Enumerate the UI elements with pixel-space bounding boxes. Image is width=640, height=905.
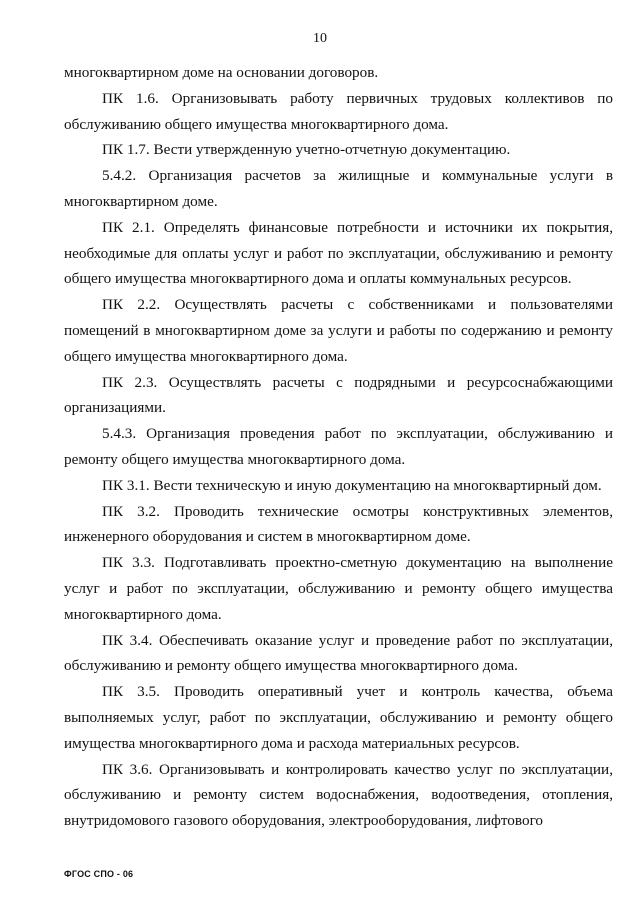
section-heading-5-4-2: 5.4.2. Организация расчетов за жилищные и коммунальные услуги в многоквартирном доме. xyxy=(64,167,613,210)
paragraph-pk-1-7: ПК 1.7. Вести утвержденную учетно-отчетную документацию. xyxy=(102,141,511,159)
paragraph-pk-3-1: ПК 3.1. Вести техническую и иную документацию на многоквартирный дом. xyxy=(102,476,602,494)
paragraph-pk-3-3: ПК 3.3. Подготавливать проектно-сметную документацию на выполнение услуг и работ по эксплуатации, обслуживанию и ремонту общего имущества многоквартирного дома. xyxy=(64,554,613,623)
page-number: 10 xyxy=(313,31,327,46)
paragraph-pk-3-5: ПК 3.5. Проводить оперативный учет и контроль качества, объема выполняемых услуг, работ по эксплуатации, обслуживанию и ремонту общего имущества многоквартирного дома и расхода материальных ресурсов. xyxy=(64,683,613,752)
paragraph-continuation: многоквартирном доме на основании договоров. xyxy=(64,64,379,81)
paragraph-pk-2-3: ПК 2.3. Осуществлять расчеты с подрядными и ресурсоснабжающими организациями. xyxy=(64,373,613,417)
paragraph-pk-2-1: ПК 2.1. Определять финансовые потребности и источники их покрытия, необходимые для оплаты услуг и работ по эксплуатации, обслуживанию и ремонту общего имущества многоквартирного дома и оплаты коммунальных ресурсов. xyxy=(64,218,613,288)
paragraph-pk-3-2: ПК 3.2. Проводить технические осмотры конструктивных элементов, инженерного оборудования и систем в многоквартирном доме. xyxy=(64,502,613,546)
footer-standard-code: ФГОС СПО - 06 xyxy=(64,869,134,879)
section-heading-5-4-3: 5.4.3. Организация проведения работ по эксплуатации, обслуживанию и ремонту общего имущества многоквартирного дома. xyxy=(64,425,613,468)
paragraph-pk-1-6: ПК 1.6. Организовывать работу первичных трудовых коллективов по обслуживанию общего имущества многоквартирного дома. xyxy=(64,89,613,133)
paragraph-pk-2-2: ПК 2.2. Осуществлять расчеты с собственниками и пользователями помещений в многоквартирном доме за услуги и работы по содержанию и ремонту общего имущества многоквартирного дома. xyxy=(64,296,613,365)
paragraph-pk-3-4: ПК 3.4. Обеспечивать оказание услуг и проведение работ по эксплуатации, обслуживанию и ремонту общего имущества многоквартирного дома. xyxy=(64,631,613,675)
paragraph-pk-3-6: ПК 3.6. Организовывать и контролировать качество услуг по эксплуатации, обслуживанию и ремонту систем водоснабжения, водоотведения, отопления, внутридомового газового оборудования, электрооборудования, лифтового xyxy=(64,760,613,830)
document-body xyxy=(64,60,613,834)
